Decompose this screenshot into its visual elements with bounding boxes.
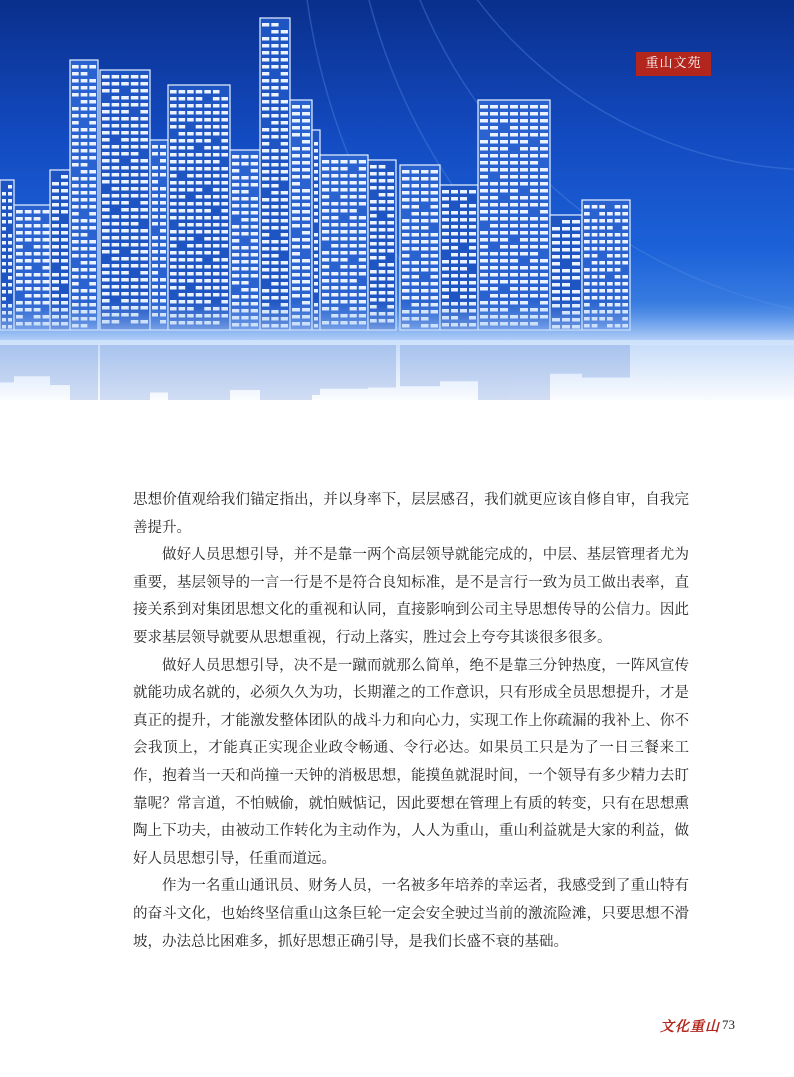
magazine-logo: 文化重山 <box>660 1019 720 1035</box>
skyline-tower <box>260 18 290 330</box>
page-number: 73 <box>722 1017 735 1032</box>
article-body <box>133 487 689 956</box>
city-skyline-banner <box>0 0 794 400</box>
skyline-tower <box>100 70 150 330</box>
paragraph: 做好人员思想引导，并不是靠一两个高层领导就能完成的，中层、基层管理者尤为重要，基层领导的一言一行是不是符合良知标准，是不是言行一致为员工做出表率，直接关系到对集团思想文化的重视和认同，直接影响到公司主导思想传导的公信力。因此要求基层领导就要从思想重视，行动上落实，胜过会上夸夸其谈很多很多。 <box>133 547 689 646</box>
skyline-tower <box>478 100 550 330</box>
paragraph: 作为一名重山通讯员、财务人员，一名被多年培养的幸运者，我感受到了重山特有的奋斗文化，也始终坚信重山这条巨轮一定会安全驶过当前的激流险滩，只要思想不滑坡，办法总比困难多，抓好思想正确引导，是我们长盛不衰的基础。 <box>133 878 689 950</box>
section-tag: 重山文苑 <box>636 52 711 76</box>
paragraph: 做好人员思想引导，决不是一蹴而就那么简单，绝不是靠三分钟热度，一阵风宣传就能功成名就的，必须久久为功，长期灌之的工作意识，只有形成全员思想提升，才是真正的提升，才能激发整体团队的战斗力和向心力，实现工作上你疏漏的我补上、你不会我顶上，才能真正实现企业政令畅通、令行必达。如果员工只是为了一日三餐来工作，抱着当一天和尚撞一天钟的消极思想，能摸鱼就混时间，一个领导有多少精力去盯靠呢？常言道，不怕贼偷，就怕贼惦记，因此要想在管理上有质的转变，只有在思想熏陶上下功夫，由被动工作转化为主动作为，人人为重山，重山利益就是大家的利益，做好人员思想引导，任重而道远。 <box>133 657 689 867</box>
paragraph: 思想价值观给我们锚定指出，并以身率下，层层感召，我们就更应该自修自审，自我完善提升。 <box>133 492 689 536</box>
skyline-tower <box>70 60 98 330</box>
skyline-tower <box>168 85 230 330</box>
skyline-tower <box>290 100 312 330</box>
